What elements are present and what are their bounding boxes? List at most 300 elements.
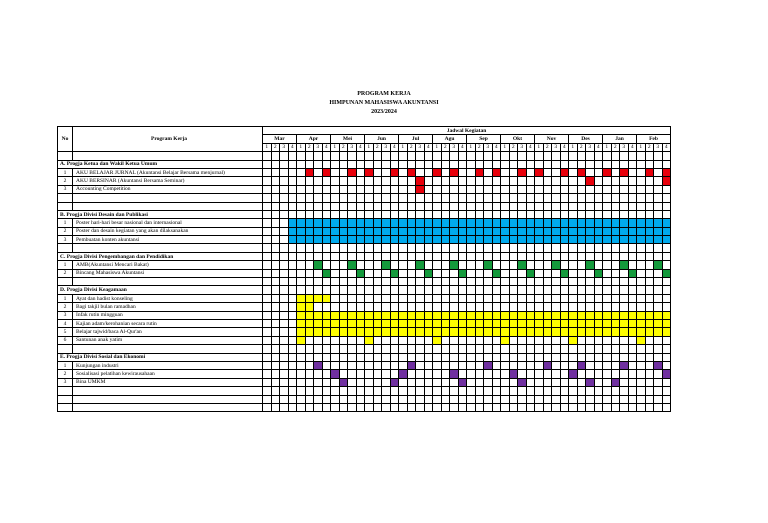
week-cell (509, 269, 518, 277)
scheduled-week-cell (654, 261, 663, 269)
scheduled-week-cell (390, 219, 399, 227)
week-cell (322, 160, 331, 168)
week-cell (662, 202, 671, 210)
week-cell (603, 294, 612, 302)
week-cell (356, 244, 365, 252)
week-cell (373, 286, 382, 294)
week-cell (450, 353, 459, 361)
scheduled-week-cell (314, 294, 323, 302)
week-cell (586, 403, 595, 411)
week-cell (458, 303, 467, 311)
week-cell (424, 286, 433, 294)
week-cell (416, 403, 425, 411)
week-number: 2 (611, 143, 620, 151)
scheduled-week-cell (569, 328, 578, 336)
week-cell (662, 286, 671, 294)
week-cell (594, 168, 603, 176)
scheduled-week-cell (501, 328, 510, 336)
week-cell (560, 286, 569, 294)
week-cell (271, 210, 280, 218)
scheduled-week-cell (407, 219, 416, 227)
week-cell (356, 168, 365, 176)
week-cell (586, 303, 595, 311)
scheduled-week-cell (492, 236, 501, 244)
section-title-row (58, 160, 671, 168)
scheduled-week-cell (458, 236, 467, 244)
week-cell (662, 361, 671, 369)
week-cell (365, 194, 374, 202)
week-cell (475, 244, 484, 252)
scheduled-week-cell (484, 261, 493, 269)
scheduled-week-cell (441, 227, 450, 235)
week-cell (467, 286, 476, 294)
week-cell (518, 152, 527, 160)
month-header: Jan (603, 135, 637, 143)
week-cell (450, 286, 459, 294)
week-cell (433, 361, 442, 369)
week-cell (433, 194, 442, 202)
week-cell (314, 252, 323, 260)
week-cell (433, 244, 442, 252)
week-cell (416, 269, 425, 277)
week-cell (441, 278, 450, 286)
scheduled-week-cell (399, 219, 408, 227)
scheduled-week-cell (399, 319, 408, 327)
week-cell (399, 378, 408, 386)
week-cell (263, 278, 272, 286)
week-cell (552, 152, 561, 160)
week-number: 4 (356, 143, 365, 151)
week-cell (628, 403, 637, 411)
scheduled-week-cell (450, 236, 459, 244)
week-cell (280, 252, 289, 260)
week-cell (441, 387, 450, 395)
week-cell (492, 177, 501, 185)
week-cell (416, 202, 425, 210)
week-cell (467, 168, 476, 176)
week-cell (441, 269, 450, 277)
week-cell (492, 294, 501, 302)
week-cell (628, 378, 637, 386)
week-cell (560, 387, 569, 395)
week-cell (509, 361, 518, 369)
week-cell (611, 261, 620, 269)
week-cell (620, 210, 629, 218)
week-cell (518, 269, 527, 277)
week-cell (543, 177, 552, 185)
week-cell (509, 194, 518, 202)
row-number: 1 (58, 168, 73, 176)
week-cell (560, 210, 569, 218)
scheduled-week-cell (586, 261, 595, 269)
week-cell (569, 403, 578, 411)
week-cell (526, 244, 535, 252)
week-cell (382, 403, 391, 411)
scheduled-week-cell (620, 168, 629, 176)
week-cell (501, 160, 510, 168)
scheduled-week-cell (450, 311, 459, 319)
week-cell (535, 261, 544, 269)
week-cell (416, 336, 425, 344)
scheduled-week-cell (416, 219, 425, 227)
week-cell (475, 303, 484, 311)
week-cell (586, 210, 595, 218)
week-cell (373, 152, 382, 160)
scheduled-week-cell (560, 319, 569, 327)
week-cell (654, 294, 663, 302)
week-cell (365, 294, 374, 302)
scheduled-week-cell (433, 168, 442, 176)
week-cell (569, 378, 578, 386)
scheduled-week-cell (424, 227, 433, 235)
row-number: 1 (58, 261, 73, 269)
week-cell (645, 194, 654, 202)
week-cell (280, 177, 289, 185)
week-cell (365, 244, 374, 252)
week-cell (628, 177, 637, 185)
week-cell (458, 370, 467, 378)
week-cell (331, 378, 340, 386)
week-cell (475, 261, 484, 269)
week-cell (263, 202, 272, 210)
week-cell (484, 336, 493, 344)
week-cell (373, 194, 382, 202)
week-cell (322, 244, 331, 252)
week-cell (365, 361, 374, 369)
week-cell (288, 370, 297, 378)
week-cell (314, 353, 323, 361)
week-cell (305, 152, 314, 160)
week-cell (645, 361, 654, 369)
week-cell (450, 269, 459, 277)
week-cell (441, 361, 450, 369)
week-cell (526, 345, 535, 353)
week-cell (271, 387, 280, 395)
week-cell (654, 378, 663, 386)
week-cell (305, 361, 314, 369)
scheduled-week-cell (586, 227, 595, 235)
week-cell (450, 202, 459, 210)
scheduled-week-cell (628, 319, 637, 327)
week-cell (280, 160, 289, 168)
scheduled-week-cell (416, 261, 425, 269)
week-cell (297, 370, 306, 378)
scheduled-week-cell (322, 227, 331, 235)
week-cell (424, 303, 433, 311)
scheduled-week-cell (569, 336, 578, 344)
blank-row (58, 395, 671, 403)
week-cell (577, 370, 586, 378)
week-cell (322, 345, 331, 353)
week-cell (399, 294, 408, 302)
scheduled-week-cell (492, 269, 501, 277)
week-cell (280, 403, 289, 411)
week-cell (620, 269, 629, 277)
week-cell (407, 336, 416, 344)
scheduled-week-cell (662, 177, 671, 185)
week-cell (407, 261, 416, 269)
week-cell (441, 403, 450, 411)
activity-row (58, 319, 671, 327)
week-cell (458, 194, 467, 202)
week-cell (654, 403, 663, 411)
week-cell (526, 168, 535, 176)
row-number: 6 (58, 336, 73, 344)
scheduled-week-cell (518, 328, 527, 336)
week-cell (586, 244, 595, 252)
week-cell (518, 252, 527, 260)
week-cell (263, 252, 272, 260)
week-cell (382, 269, 391, 277)
week-cell (271, 194, 280, 202)
week-cell (467, 378, 476, 386)
week-cell (450, 278, 459, 286)
week-cell (441, 168, 450, 176)
week-cell (569, 361, 578, 369)
scheduled-week-cell (586, 311, 595, 319)
month-header: Nov (535, 135, 569, 143)
scheduled-week-cell (662, 219, 671, 227)
week-number: 4 (458, 143, 467, 151)
week-cell (288, 303, 297, 311)
week-cell (569, 345, 578, 353)
week-cell (433, 353, 442, 361)
week-cell (356, 202, 365, 210)
week-cell (475, 177, 484, 185)
month-header: Des (569, 135, 603, 143)
scheduled-week-cell (356, 219, 365, 227)
scheduled-week-cell (543, 328, 552, 336)
activity-row (58, 328, 671, 336)
week-cell (620, 353, 629, 361)
week-cell (560, 185, 569, 193)
scheduled-week-cell (603, 319, 612, 327)
scheduled-week-cell (305, 294, 314, 302)
week-cell (356, 345, 365, 353)
week-cell (484, 252, 493, 260)
week-cell (603, 353, 612, 361)
scheduled-week-cell (458, 219, 467, 227)
week-cell (424, 177, 433, 185)
week-cell (365, 252, 374, 260)
week-cell (560, 202, 569, 210)
scheduled-week-cell (526, 227, 535, 235)
scheduled-week-cell (390, 311, 399, 319)
week-cell (322, 387, 331, 395)
activity-name: Sosialisasi pelatihan kewirausahaan (73, 370, 263, 378)
scheduled-week-cell (305, 311, 314, 319)
week-cell (594, 152, 603, 160)
week-cell (611, 303, 620, 311)
week-cell (390, 278, 399, 286)
week-cell (475, 294, 484, 302)
scheduled-week-cell (339, 227, 348, 235)
activity-row (58, 370, 671, 378)
week-cell (535, 361, 544, 369)
week-cell (628, 303, 637, 311)
week-cell (280, 152, 289, 160)
week-cell (271, 286, 280, 294)
row-number: 2 (58, 370, 73, 378)
week-cell (628, 294, 637, 302)
week-cell (594, 345, 603, 353)
week-cell (339, 294, 348, 302)
week-number: 4 (390, 143, 399, 151)
scheduled-week-cell (611, 236, 620, 244)
week-cell (348, 303, 357, 311)
week-cell (603, 370, 612, 378)
week-cell (603, 269, 612, 277)
week-cell (339, 269, 348, 277)
scheduled-week-cell (645, 236, 654, 244)
scheduled-week-cell (339, 219, 348, 227)
week-cell (348, 294, 357, 302)
week-cell (407, 278, 416, 286)
scheduled-week-cell (373, 219, 382, 227)
week-cell (654, 345, 663, 353)
scheduled-week-cell (475, 319, 484, 327)
scheduled-week-cell (382, 227, 391, 235)
scheduled-week-cell (365, 328, 374, 336)
week-cell (552, 378, 561, 386)
scheduled-week-cell (407, 319, 416, 327)
week-number: 2 (475, 143, 484, 151)
week-cell (637, 152, 646, 160)
week-cell (382, 278, 391, 286)
scheduled-week-cell (373, 328, 382, 336)
week-cell (314, 403, 323, 411)
week-cell (662, 336, 671, 344)
week-cell (535, 336, 544, 344)
week-cell (458, 395, 467, 403)
week-cell (475, 252, 484, 260)
week-cell (280, 244, 289, 252)
week-cell (373, 395, 382, 403)
week-cell (577, 160, 586, 168)
week-cell (373, 294, 382, 302)
week-cell (577, 278, 586, 286)
week-cell (382, 194, 391, 202)
week-cell (501, 252, 510, 260)
week-cell (322, 202, 331, 210)
week-cell (450, 403, 459, 411)
scheduled-week-cell (450, 370, 459, 378)
scheduled-week-cell (654, 319, 663, 327)
week-cell (373, 177, 382, 185)
scheduled-week-cell (467, 328, 476, 336)
section-title: C. Progja Divisi Pengembangan dan Pendidikan (58, 252, 263, 260)
scheduled-week-cell (390, 269, 399, 277)
week-cell (560, 303, 569, 311)
week-cell (552, 387, 561, 395)
week-cell (331, 353, 340, 361)
scheduled-week-cell (577, 236, 586, 244)
scheduled-week-cell (594, 219, 603, 227)
week-cell (433, 278, 442, 286)
week-cell (577, 269, 586, 277)
scheduled-week-cell (373, 319, 382, 327)
week-cell (305, 177, 314, 185)
week-cell (458, 160, 467, 168)
week-cell (509, 353, 518, 361)
week-cell (297, 185, 306, 193)
week-cell (288, 336, 297, 344)
week-cell (424, 160, 433, 168)
week-cell (467, 303, 476, 311)
scheduled-week-cell (356, 269, 365, 277)
week-cell (654, 278, 663, 286)
week-cell (382, 202, 391, 210)
week-cell (263, 269, 272, 277)
week-cell (314, 303, 323, 311)
week-cell (654, 269, 663, 277)
title-line-3: 2023/2024 (371, 109, 397, 115)
week-cell (348, 387, 357, 395)
week-cell (586, 345, 595, 353)
week-cell (263, 194, 272, 202)
scheduled-week-cell (348, 236, 357, 244)
week-cell (356, 395, 365, 403)
scheduled-week-cell (475, 168, 484, 176)
week-cell (373, 202, 382, 210)
schedule-table (57, 126, 671, 412)
week-cell (288, 387, 297, 395)
week-cell (535, 210, 544, 218)
week-cell (543, 269, 552, 277)
week-cell (475, 353, 484, 361)
scheduled-week-cell (365, 311, 374, 319)
week-cell (297, 403, 306, 411)
week-cell (407, 286, 416, 294)
week-number: 2 (373, 143, 382, 151)
week-cell (314, 202, 323, 210)
week-cell (586, 202, 595, 210)
week-cell (501, 202, 510, 210)
week-cell (535, 252, 544, 260)
week-cell (620, 387, 629, 395)
week-cell (322, 336, 331, 344)
week-cell (424, 361, 433, 369)
blank-row (58, 194, 671, 202)
week-cell (365, 177, 374, 185)
week-cell (569, 210, 578, 218)
program-cell (73, 202, 263, 210)
row-number: 2 (58, 269, 73, 277)
week-cell (577, 286, 586, 294)
blank-row (58, 403, 671, 411)
week-cell (305, 194, 314, 202)
week-cell (654, 244, 663, 252)
week-cell (322, 278, 331, 286)
week-cell (297, 286, 306, 294)
week-cell (518, 395, 527, 403)
week-cell (475, 378, 484, 386)
week-number: 2 (305, 143, 314, 151)
scheduled-week-cell (297, 336, 306, 344)
week-cell (475, 278, 484, 286)
scheduled-week-cell (288, 219, 297, 227)
scheduled-week-cell (611, 227, 620, 235)
scheduled-week-cell (509, 311, 518, 319)
scheduled-week-cell (331, 370, 340, 378)
week-number: 1 (365, 143, 374, 151)
scheduled-week-cell (577, 319, 586, 327)
week-cell (407, 177, 416, 185)
week-cell (271, 236, 280, 244)
week-cell (365, 202, 374, 210)
week-cell (416, 194, 425, 202)
week-cell (637, 202, 646, 210)
